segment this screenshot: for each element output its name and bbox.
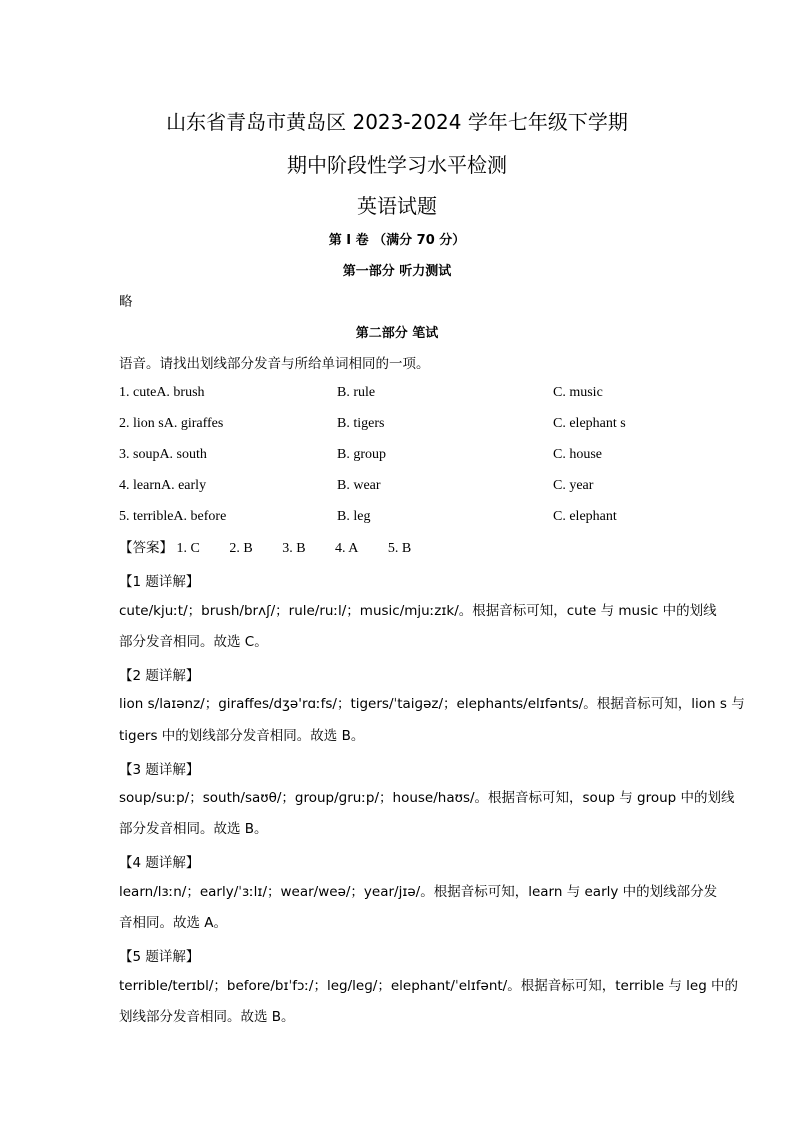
question-4-option-a: 4. learnA. early bbox=[119, 478, 207, 493]
question-2-option-c: C. elephant s bbox=[553, 416, 626, 431]
explanation-2-line-1: lion s/laɪənz/；giraffes/dʒə'rɑːfs/；tigers/ˈtaiɡəz/；elephants/elɪfənts/。根据音标可知，lion s 与 bbox=[119, 696, 745, 712]
explanation-4-line-2: 音相同。故选 A。 bbox=[119, 915, 228, 931]
explanation-1-line-1: cute/kjuːt/；brush/brʌʃ/；rule/ruːl/；music/mjuːzɪk/。根据音标可知，cute 与 music 中的划线 bbox=[119, 603, 717, 619]
explanation-5-line-2: 划线部分发音相同。故选 B。 bbox=[119, 1009, 295, 1025]
explanation-5-title: 【5 题详解】 bbox=[119, 949, 200, 965]
question-3-option-a: 3. soupA. south bbox=[119, 447, 207, 462]
part2-heading: 第二部分 笔试 bbox=[355, 326, 439, 341]
answer-label: 【答案】 bbox=[119, 540, 173, 556]
answer-item: 3. B bbox=[282, 541, 306, 556]
question-5-option-b: B. leg bbox=[337, 509, 371, 524]
question-1-option-a: 1. cuteA. brush bbox=[119, 385, 205, 400]
explanation-3-title: 【3 题详解】 bbox=[119, 762, 200, 778]
explanation-5-line-1: terrible/terɪbl/；before/bɪˈfɔː/；leg/leɡ/；elephant/ˈelɪfənt/。根据音标可知，terrible 与 leg 中的 bbox=[119, 978, 739, 994]
question-1-option-b: B. rule bbox=[337, 385, 376, 400]
question-4-option-c: C. year bbox=[553, 478, 594, 493]
explanation-3-line-1: soup/suːp/；south/saʊθ/；group/ɡruːp/；house/haʊs/。根据音标可知，soup 与 group 中的划线 bbox=[119, 790, 735, 806]
explanation-4-line-1: learn/lɜːn/；early/ˈɜːlɪ/；wear/weə/；year/jɪə/。根据音标可知，learn 与 early 中的划线部分发 bbox=[119, 884, 718, 900]
explanation-4-title: 【4 题详解】 bbox=[119, 855, 200, 871]
explanation-3-line-2: 部分发音相同。故选 B。 bbox=[119, 821, 268, 837]
answer-line bbox=[119, 539, 411, 558]
question-3-option-b: B. group bbox=[337, 447, 386, 462]
question-1-option-c: C. music bbox=[553, 385, 603, 400]
explanation-2-title: 【2 题详解】 bbox=[119, 668, 200, 684]
answer-item: 2. B bbox=[229, 541, 253, 556]
part1-heading: 第一部分 听力测试 bbox=[342, 264, 452, 279]
answer-item: 4. A bbox=[335, 541, 359, 556]
question-2-option-a: 2. lion sA. giraffes bbox=[119, 416, 224, 431]
answer-item: 1. C bbox=[176, 541, 200, 556]
question-5-option-a: 5. terribleA. before bbox=[119, 509, 227, 524]
explanation-1-title: 【1 题详解】 bbox=[119, 574, 200, 590]
question-4-option-b: B. wear bbox=[337, 478, 381, 493]
volume-heading: 第 I 卷 （满分 70 分） bbox=[328, 233, 466, 248]
exam-title-line2: 期中阶段性学习水平检测 bbox=[287, 153, 507, 177]
explanation-2-line-2: tigers 中的划线部分发音相同。故选 B。 bbox=[119, 728, 365, 744]
part1-body: 略 bbox=[119, 294, 133, 310]
exam-title-line3: 英语试题 bbox=[357, 194, 437, 218]
exam-title-line1: 山东省青岛市黄岛区 2023-2024 学年七年级下学期 bbox=[166, 110, 628, 134]
answer-item: 5. B bbox=[387, 541, 412, 556]
question-3-option-c: C. house bbox=[553, 447, 602, 462]
explanation-1-line-2: 部分发音相同。故选 C。 bbox=[119, 634, 268, 650]
question-5-option-c: C. elephant bbox=[553, 509, 617, 524]
question-2-option-b: B. tigers bbox=[337, 416, 385, 431]
instruction-text: 语音。请找出划线部分发音与所给单词相同的一项。 bbox=[119, 356, 430, 372]
